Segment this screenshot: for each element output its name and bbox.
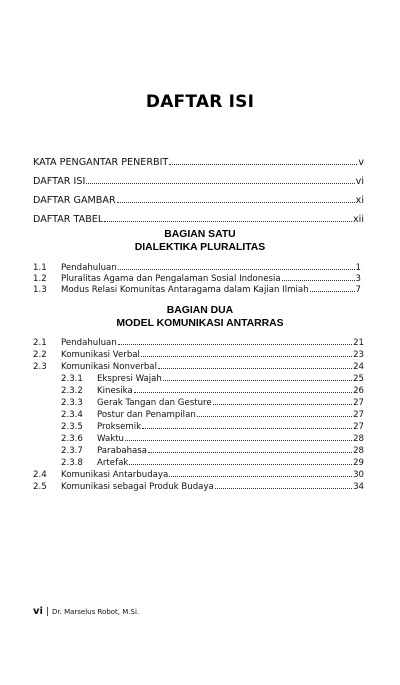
footer-separator: | [45, 607, 49, 617]
toc-page: 30 [353, 470, 364, 480]
toc-page: 1 [355, 263, 361, 273]
toc-row-sub[interactable] [61, 434, 364, 445]
toc-page: 25 [353, 374, 364, 384]
toc-page: 29 [353, 458, 364, 468]
toc-page: vi [355, 176, 364, 187]
toc-number: 2.3.6 [61, 434, 83, 444]
dot-leader [141, 356, 352, 357]
toc-label: Ekspresi Wajah [97, 374, 162, 384]
toc-row-sub[interactable] [61, 410, 364, 421]
dot-leader [169, 476, 352, 477]
toc-label: Komunikasi Antarbudaya [61, 470, 169, 480]
toc-number: 2.3 [33, 362, 47, 372]
toc-row[interactable] [33, 285, 361, 296]
dot-leader [197, 416, 352, 417]
toc-row-front[interactable] [33, 175, 364, 188]
dot-leader [125, 440, 352, 441]
toc-label: DAFTAR GAMBAR [33, 195, 116, 206]
toc-label: DAFTAR TABEL [33, 214, 104, 225]
toc-number: 2.5 [33, 482, 47, 492]
toc-label: KATA PENGANTAR PENERBIT [33, 157, 169, 168]
footer-author: Dr. Marselus Robot, M.Si. [52, 608, 140, 616]
toc-page: 28 [353, 434, 364, 444]
toc-label: DAFTAR ISI [33, 176, 86, 187]
toc-number: 2.3.4 [61, 410, 83, 420]
toc-number: 1.1 [33, 263, 47, 273]
dot-leader [158, 368, 352, 369]
dot-leader [104, 221, 352, 222]
toc-row-front[interactable] [33, 213, 364, 226]
toc-page: xii [352, 214, 364, 225]
page-title: DAFTAR ISI [145, 92, 255, 112]
toc-number: 2.3.3 [61, 398, 83, 408]
toc-number: 2.4 [33, 470, 47, 480]
toc-row[interactable] [33, 338, 364, 349]
toc-row-sub[interactable] [61, 386, 364, 397]
toc-label: Gerak Tangan dan Gesture [97, 398, 212, 408]
toc-page: v [358, 157, 364, 168]
toc-label: Komunikasi Nonverbal [61, 362, 157, 372]
toc-page: 27 [353, 398, 364, 408]
toc-number: 2.3.1 [61, 374, 83, 384]
toc-row-sub[interactable] [61, 458, 364, 469]
toc-row-sub[interactable] [61, 398, 364, 409]
toc-label: Artefak [97, 458, 129, 468]
dot-leader [142, 428, 352, 429]
toc-row-sub[interactable] [61, 374, 364, 385]
toc-label: Komunikasi Verbal [61, 350, 140, 360]
dot-leader [310, 291, 355, 292]
dot-leader [86, 183, 354, 184]
toc-label: Parabahasa [97, 446, 148, 456]
toc-label: Komunikasi sebagai Produk Budaya [61, 482, 214, 492]
dot-leader [163, 380, 352, 381]
dot-leader [282, 280, 355, 281]
toc-label: Kinesika [97, 386, 133, 396]
toc-label: Postur dan Penampilan [97, 410, 196, 420]
toc-row[interactable] [33, 350, 364, 361]
toc-number: 1.2 [33, 274, 47, 284]
toc-number: 2.3.5 [61, 422, 83, 432]
toc-label: Waktu [97, 434, 125, 444]
toc-page: 28 [353, 446, 364, 456]
toc-number: 2.3.2 [61, 386, 83, 396]
toc-page: xi [355, 195, 364, 206]
footer-page-number: vi [33, 606, 43, 617]
toc-label: Modus Relasi Komunitas Antaragama dalam Kajian Ilmiah [61, 285, 309, 295]
toc-label: Pendahuluan [61, 338, 117, 348]
part-heading-label: BAGIAN DUA [166, 305, 234, 316]
toc-page: 26 [353, 386, 364, 396]
toc-page: 3 [355, 274, 361, 284]
dot-leader [129, 464, 352, 465]
toc-row[interactable] [33, 263, 361, 274]
toc-row[interactable] [33, 482, 364, 493]
toc-number: 2.2 [33, 350, 47, 360]
toc-label: Pendahuluan [61, 263, 117, 273]
dot-leader [118, 344, 352, 345]
toc-page: 27 [353, 422, 364, 432]
toc-row-front[interactable] [33, 156, 364, 169]
dot-leader [134, 392, 352, 393]
dot-leader [148, 452, 352, 453]
toc-page: 7 [355, 285, 361, 295]
page-footer [33, 606, 139, 617]
dot-leader [118, 269, 355, 270]
dot-leader [213, 404, 352, 405]
part-heading-title: DIALEKTIKA PLURALITAS [134, 242, 266, 253]
toc-row-sub[interactable] [61, 446, 364, 457]
toc-page: 34 [353, 482, 364, 492]
toc-label: Proksemik [97, 422, 142, 432]
dot-leader [215, 488, 352, 489]
toc-page: 27 [353, 410, 364, 420]
toc-row[interactable] [33, 274, 361, 285]
toc-number: 2.1 [33, 338, 47, 348]
toc-row[interactable] [33, 470, 364, 481]
part-heading-label: BAGIAN SATU [164, 229, 236, 240]
toc-row[interactable] [33, 362, 364, 373]
toc-page: 21 [353, 338, 364, 348]
dot-leader [169, 164, 357, 165]
toc-row-front[interactable] [33, 194, 364, 207]
toc-number: 2.3.8 [61, 458, 83, 468]
toc-row-sub[interactable] [61, 422, 364, 433]
toc-page: 23 [353, 350, 364, 360]
part-heading-title: MODEL KOMUNIKASI ANTARRAS [116, 318, 284, 329]
dot-leader [117, 202, 355, 203]
toc-page: 24 [353, 362, 364, 372]
toc-number: 2.3.7 [61, 446, 83, 456]
toc-number: 1.3 [33, 285, 47, 295]
toc-label: Pluralitas Agama dan Pengalaman Sosial Indonesia [61, 274, 281, 284]
